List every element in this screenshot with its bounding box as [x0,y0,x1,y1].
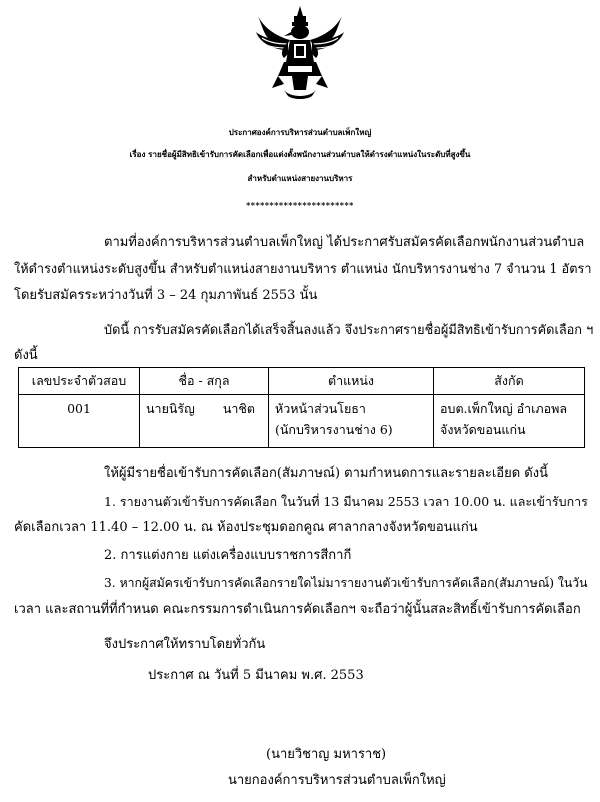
details-item-3-line-2: เวลา และสถานที่ที่กำหนด คณะกรรมการดำเนินการคัดเลือกฯ จะถือว่าผู้นั้นสละสิทธิ์เข้ารับการคัดเลือก [14,602,581,617]
cell-exam-id: 001 [19,395,140,448]
position-line-1: หัวหน้าส่วนโยธา [275,401,366,416]
header-position: ตำแหน่ง [269,368,434,395]
signatory-name: (นายวิชาญ มหาราช) [266,747,387,762]
announcement-date: ประกาศ ณ วันที่ 5 มีนาคม พ.ศ. 2553 [148,668,364,683]
affiliation-line-1: อบต.เพ็กใหญ่ อำเภอพล [440,401,568,416]
details-item-1-line-1: 1. รายงานตัวเข้ารับการคัดเลือก ในวันที่ 13 มีนาคม 2553 เวลา 10.00 น. และเข้ารับการ [104,494,588,509]
signatory-title: นายกองค์การบริหารส่วนตำบลเพ็กใหญ่ [228,773,446,788]
intro-line-1: ตามที่องค์การบริหารส่วนตำบลเพ็กใหญ่ ได้ประกาศรับสมัครคัดเลือกพนักงานส่วนตำบล [104,235,585,250]
header-exam-id: เลขประจำตัวสอบ [19,368,140,395]
details-intro: ให้ผู้มีรายชื่อเข้ารับการคัดเลือก(สัมภาษณ์) ตามกำหนดการและรายละเอียด ดังนี้ [104,466,548,481]
header-affiliation: สังกัด [434,368,585,395]
last-name: นาชิต [222,401,255,416]
separator-stars: *********************** [246,200,354,210]
announcement-subject: เรื่อง รายชื่อผู้มีสิทธิเข้ารับการคัดเลือกเพื่อแต่งตั้งพนักงานส่วนตำบลให้ดำรงตำแหน่งในระดับที่สูงขึ้น [129,149,471,159]
announce-line-2: ดังนี้ [14,348,38,363]
details-item-1-line-2: คัดเลือกเวลา 11.40 – 12.00 น. ณ ห้องประชุมดอกคูณ ศาลากลางจังหวัดขอนแก่น [14,520,478,535]
details-item-3-line-1: 3. หากผู้สมัครเข้ารับการคัดเลือกรายใดไม่มารายงานตัวเข้ารับการคัดเลือก(สัมภาษณ์) ในวัน [104,576,588,590]
announcement-subtitle: สำหรับตำแหน่งสายงานบริหาร [247,173,353,183]
table-header-row [19,368,585,395]
closing-notice: จึงประกาศให้ทราบโดยทั่วกัน [104,637,266,652]
affiliation-line-2: จังหวัดขอนแก่น [440,422,526,437]
candidate-table [18,367,585,448]
header-name: ชื่อ - สกุล [140,368,269,395]
announce-line-1: บัดนี้ การรับสมัครคัดเลือกได้เสร็จสิ้นลงแล้ว จึงประกาศรายชื่อผู้มีสิทธิเข้ารับการคัดเลือก ฯ [104,323,594,338]
cell-name [140,395,269,448]
first-name: นายนิรัญ [146,401,195,416]
position-line-2: (นักบริหารงานช่าง 6) [275,422,393,437]
cell-position [269,395,434,448]
garuda-emblem-icon [254,4,346,100]
cell-affiliation [434,395,585,448]
table-row [19,395,585,448]
intro-line-3: โดยรับสมัครระหว่างวันที่ 3 – 24 กุมภาพันธ์ 2553 นั้น [14,288,318,303]
announcement-title: ประกาศองค์การบริหารส่วนตำบลเพ็กใหญ่ [228,127,372,137]
intro-line-2: ให้ดำรงตำแหน่งระดับสูงขึ้น สำหรับตำแหน่งสายงานบริหาร ตำแหน่ง นักบริหารงานช่าง 7 จำนวน 1 อัตรา [14,262,592,277]
details-item-2: 2. การแต่งกาย แต่งเครื่องแบบราชการสีกากี [104,548,352,563]
